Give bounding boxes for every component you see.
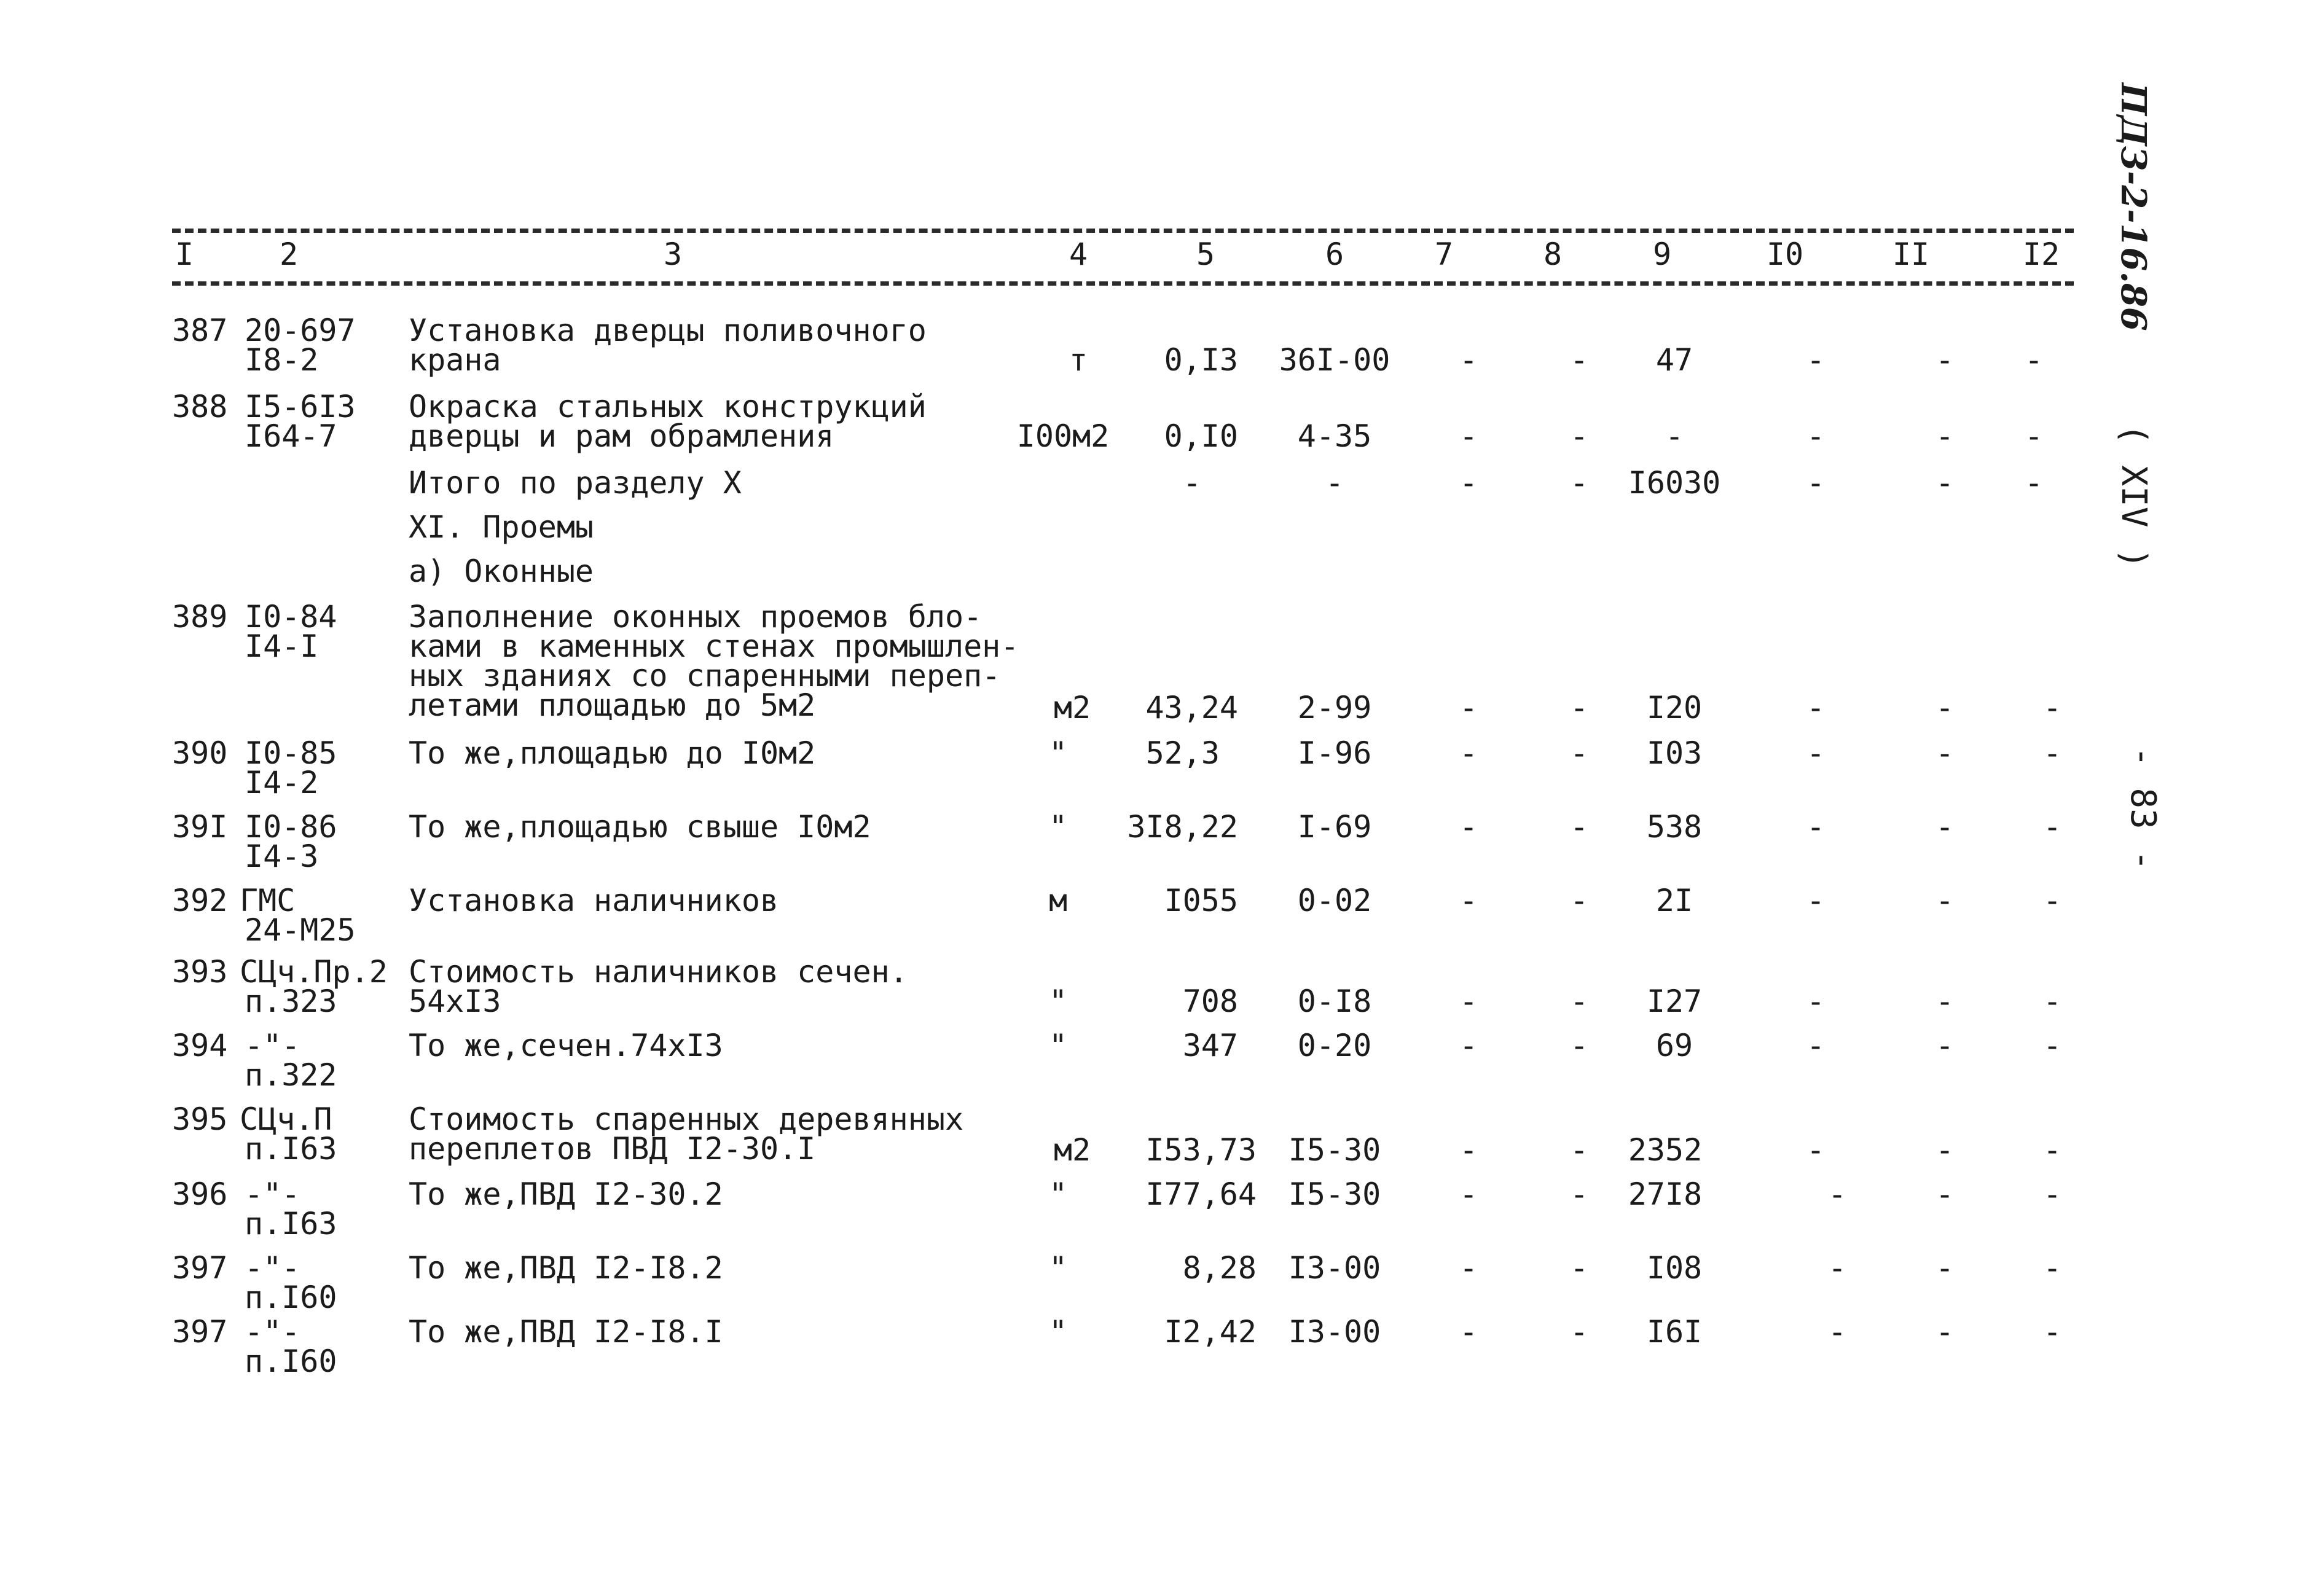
cell-col11: -	[1935, 342, 1955, 378]
cell-col12: -	[2042, 883, 2062, 918]
rate-code: I0-84	[245, 599, 337, 635]
row-number: 395	[172, 1101, 228, 1137]
quantity: 8,28	[1182, 1250, 1257, 1286]
total-cost: I20	[1646, 690, 1703, 726]
cell-col10: -	[1806, 465, 1826, 501]
rate-code: I5-6I3	[245, 389, 356, 424]
quantity: I53,73	[1145, 1132, 1257, 1168]
row-number: 394	[172, 1028, 228, 1063]
quantity: 708	[1182, 984, 1238, 1019]
cell-col11: -	[1935, 809, 1955, 845]
cell-col12: -	[2042, 735, 2062, 771]
cell-col12: -	[2042, 1314, 2062, 1350]
cell-col8: -	[1569, 342, 1589, 378]
unit-price: I5-30	[1288, 1132, 1381, 1168]
column-header: 7	[1434, 237, 1454, 272]
work-description: 54хI3	[409, 984, 501, 1019]
work-description: ками в каменных стенах промышлен-	[409, 628, 1019, 664]
row-number: 397	[172, 1250, 228, 1286]
section-heading: XI. Проемы	[409, 509, 594, 545]
cell-col10: -	[1806, 342, 1826, 378]
unit-price: -	[1325, 465, 1344, 501]
unit-price: I-96	[1297, 735, 1372, 771]
cell-col8: -	[1569, 1314, 1589, 1350]
unit: I00м2	[1016, 418, 1110, 454]
unit: "	[1048, 735, 1068, 771]
column-header: 8	[1543, 237, 1563, 272]
total-cost: I6I	[1646, 1314, 1703, 1350]
cell-col7: -	[1459, 1314, 1478, 1350]
unit: "	[1048, 1176, 1068, 1212]
work-description: То же,ПВД I2-I8.I	[409, 1314, 723, 1350]
unit: "	[1048, 1250, 1068, 1286]
total-cost: 2352	[1628, 1132, 1703, 1168]
cell-col10: -	[1806, 690, 1826, 726]
cell-col10: -	[1806, 883, 1826, 918]
work-description: Окраска стальных конструкций	[409, 389, 927, 424]
rate-code: I4-I	[245, 628, 319, 664]
work-description: Заполнение оконных проемов бло-	[409, 599, 983, 635]
cell-col10: -	[1806, 984, 1826, 1019]
cell-col8: -	[1569, 735, 1589, 771]
column-header: I2	[2022, 237, 2060, 272]
cell-col7: -	[1459, 1250, 1478, 1286]
column-header: I	[175, 237, 194, 272]
cell-col11: -	[1935, 690, 1955, 726]
quantity: 43,24	[1145, 690, 1238, 726]
cell-col7: -	[1459, 342, 1478, 378]
cell-col12: -	[2042, 1028, 2062, 1063]
row-number: 39I	[172, 809, 228, 845]
quantity: I77,64	[1145, 1176, 1257, 1212]
work-description: То же,ПВД I2-I8.2	[409, 1250, 723, 1286]
row-number: 388	[172, 389, 228, 424]
row-number: 393	[172, 954, 228, 990]
cell-col8: -	[1569, 465, 1589, 501]
work-description: Установка дверцы поливочного	[409, 313, 927, 348]
rate-code: I8-2	[245, 342, 319, 378]
cell-col11: -	[1935, 1028, 1955, 1063]
rate-code: п.I60	[245, 1344, 337, 1379]
cell-col8: -	[1569, 1132, 1589, 1168]
cell-col10: -	[1806, 735, 1826, 771]
cell-col12: -	[2042, 809, 2062, 845]
row-number: 389	[172, 599, 228, 635]
column-header: 2	[279, 237, 299, 272]
quantity: -	[1182, 465, 1202, 501]
cell-col7: -	[1459, 690, 1478, 726]
table-top-rule	[172, 229, 2074, 233]
total-cost: 538	[1646, 809, 1703, 845]
cell-col8: -	[1569, 418, 1589, 454]
rate-code: п.322	[245, 1057, 337, 1093]
cell-col12: -	[2024, 465, 2044, 501]
quantity: 347	[1182, 1028, 1238, 1063]
unit: "	[1048, 1028, 1068, 1063]
rate-code: п.323	[245, 984, 337, 1019]
document-code: ПДЗ-2-16.86	[2113, 83, 2154, 331]
unit-price: 36I-00	[1279, 342, 1390, 378]
cell-col12: -	[2024, 342, 2044, 378]
cell-col10: -	[1827, 1250, 1847, 1286]
cell-col8: -	[1569, 1028, 1589, 1063]
unit: "	[1048, 984, 1068, 1019]
total-cost: I08	[1646, 1250, 1703, 1286]
quantity: 0,I0	[1164, 418, 1238, 454]
cell-col7: -	[1459, 1176, 1478, 1212]
cell-col7: -	[1459, 465, 1478, 501]
row-number: 397	[172, 1314, 228, 1350]
rate-code: СЦч.П	[240, 1101, 332, 1137]
cell-col7: -	[1459, 984, 1478, 1019]
cell-col7: -	[1459, 1132, 1478, 1168]
cell-col8: -	[1569, 883, 1589, 918]
column-header: 4	[1069, 237, 1088, 272]
cell-col11: -	[1935, 1250, 1955, 1286]
page-number: - 83 -	[2123, 746, 2163, 871]
cell-col7: -	[1459, 809, 1478, 845]
work-description: То же,площадью свыше I0м2	[409, 809, 871, 845]
cell-col10: -	[1806, 1132, 1826, 1168]
unit: м	[1048, 883, 1068, 918]
total-cost: -	[1665, 418, 1684, 454]
cell-col7: -	[1459, 418, 1478, 454]
work-description: дверцы и рам обрамления	[409, 418, 834, 454]
cell-col8: -	[1569, 984, 1589, 1019]
cell-col8: -	[1569, 690, 1589, 726]
row-number: 396	[172, 1176, 228, 1212]
cell-col11: -	[1935, 1314, 1955, 1350]
unit-price: I-69	[1297, 809, 1372, 845]
unit: м2	[1053, 1132, 1091, 1168]
total-cost: 69	[1655, 1028, 1693, 1063]
subsection-heading: а) Оконные	[409, 554, 594, 589]
work-description: Установка наличников	[409, 883, 779, 918]
rate-code: -"-	[245, 1028, 300, 1063]
rate-code: ГМС	[240, 883, 296, 918]
table-header-rule	[172, 281, 2074, 286]
row-number: 387	[172, 313, 228, 348]
section-total-label: Итого по разделу X	[409, 465, 742, 501]
work-description: летами площадью до 5м2	[409, 687, 816, 723]
column-header: I0	[1766, 237, 1804, 272]
unit: "	[1048, 1314, 1068, 1350]
work-description: крана	[409, 342, 501, 378]
work-description: То же,площадью до I0м2	[409, 735, 816, 771]
cell-col10: -	[1806, 1028, 1826, 1063]
rate-code: 20-697	[245, 313, 356, 348]
cell-col8: -	[1569, 1250, 1589, 1286]
rate-code: -"-	[245, 1176, 300, 1212]
work-description: Стоимость спаренных деревянных	[409, 1101, 964, 1137]
rate-code: I0-85	[245, 735, 337, 771]
cell-col12: -	[2042, 1176, 2062, 1212]
column-header: 9	[1652, 237, 1672, 272]
unit-price: 0-20	[1297, 1028, 1372, 1063]
cell-col11: -	[1935, 418, 1955, 454]
cell-col7: -	[1459, 1028, 1478, 1063]
rate-code: I4-2	[245, 765, 319, 800]
rate-code: п.I63	[245, 1131, 337, 1167]
unit: т	[1069, 342, 1088, 378]
rate-code: СЦч.Пр.2	[240, 954, 388, 990]
rate-code: п.I60	[245, 1280, 337, 1315]
cell-col8: -	[1569, 1176, 1589, 1212]
total-cost: 47	[1655, 342, 1693, 378]
work-description: Стоимость наличников сечен.	[409, 954, 908, 990]
work-description: То же,ПВД I2-30.2	[409, 1176, 723, 1212]
cell-col11: -	[1935, 883, 1955, 918]
rate-code: -"-	[245, 1250, 300, 1286]
cell-col12: -	[2042, 1132, 2062, 1168]
total-cost: I6030	[1628, 465, 1721, 501]
cell-col12: -	[2042, 1250, 2062, 1286]
cell-col10: -	[1827, 1176, 1847, 1212]
unit: м2	[1053, 690, 1091, 726]
rate-code: I64-7	[245, 418, 337, 454]
rate-code: 24-М25	[245, 912, 356, 948]
column-header: 3	[663, 237, 683, 272]
row-number: 390	[172, 735, 228, 771]
cell-col10: -	[1827, 1314, 1847, 1350]
total-cost: 2I	[1655, 883, 1693, 918]
rate-code: I0-86	[245, 809, 337, 845]
total-cost: I03	[1646, 735, 1703, 771]
rate-code: п.I63	[245, 1206, 337, 1242]
unit-price: I3-00	[1288, 1314, 1381, 1350]
cell-col12: -	[2024, 418, 2044, 454]
cell-col10: -	[1806, 418, 1826, 454]
cell-col11: -	[1935, 735, 1955, 771]
cell-col11: -	[1935, 1132, 1955, 1168]
cell-col11: -	[1935, 465, 1955, 501]
quantity: 0,I3	[1164, 342, 1238, 378]
cell-col11: -	[1935, 984, 1955, 1019]
unit-price: 0-I8	[1297, 984, 1372, 1019]
column-header: II	[1892, 237, 1930, 272]
work-description: переплетов ПВД I2-30.I	[409, 1131, 816, 1167]
total-cost: 27I8	[1628, 1176, 1703, 1212]
cell-col12: -	[2042, 690, 2062, 726]
cell-col11: -	[1935, 1176, 1955, 1212]
cell-col8: -	[1569, 809, 1589, 845]
cell-col7: -	[1459, 883, 1478, 918]
quantity: I2,42	[1164, 1314, 1257, 1350]
work-description: То же,сечен.74хI3	[409, 1028, 723, 1063]
column-header: 5	[1196, 237, 1215, 272]
total-cost: I27	[1646, 984, 1703, 1019]
unit: "	[1048, 809, 1068, 845]
work-description: ных зданиях со спаренными переп-	[409, 658, 1001, 694]
quantity: 52,3	[1145, 735, 1220, 771]
cell-col7: -	[1459, 735, 1478, 771]
rate-code: -"-	[245, 1314, 300, 1350]
unit-price: 4-35	[1297, 418, 1372, 454]
unit-price: I3-00	[1288, 1250, 1381, 1286]
quantity: I055	[1164, 883, 1238, 918]
unit-price: I5-30	[1288, 1176, 1381, 1212]
cell-col10: -	[1806, 809, 1826, 845]
column-header: 6	[1325, 237, 1344, 272]
rate-code: I4-3	[245, 839, 319, 874]
unit-price: 2-99	[1297, 690, 1372, 726]
quantity: 3I8,22	[1127, 809, 1238, 845]
section-marker: ( XIV )	[2114, 424, 2154, 569]
cell-col12: -	[2042, 984, 2062, 1019]
row-number: 392	[172, 883, 228, 918]
unit-price: 0-02	[1297, 883, 1372, 918]
